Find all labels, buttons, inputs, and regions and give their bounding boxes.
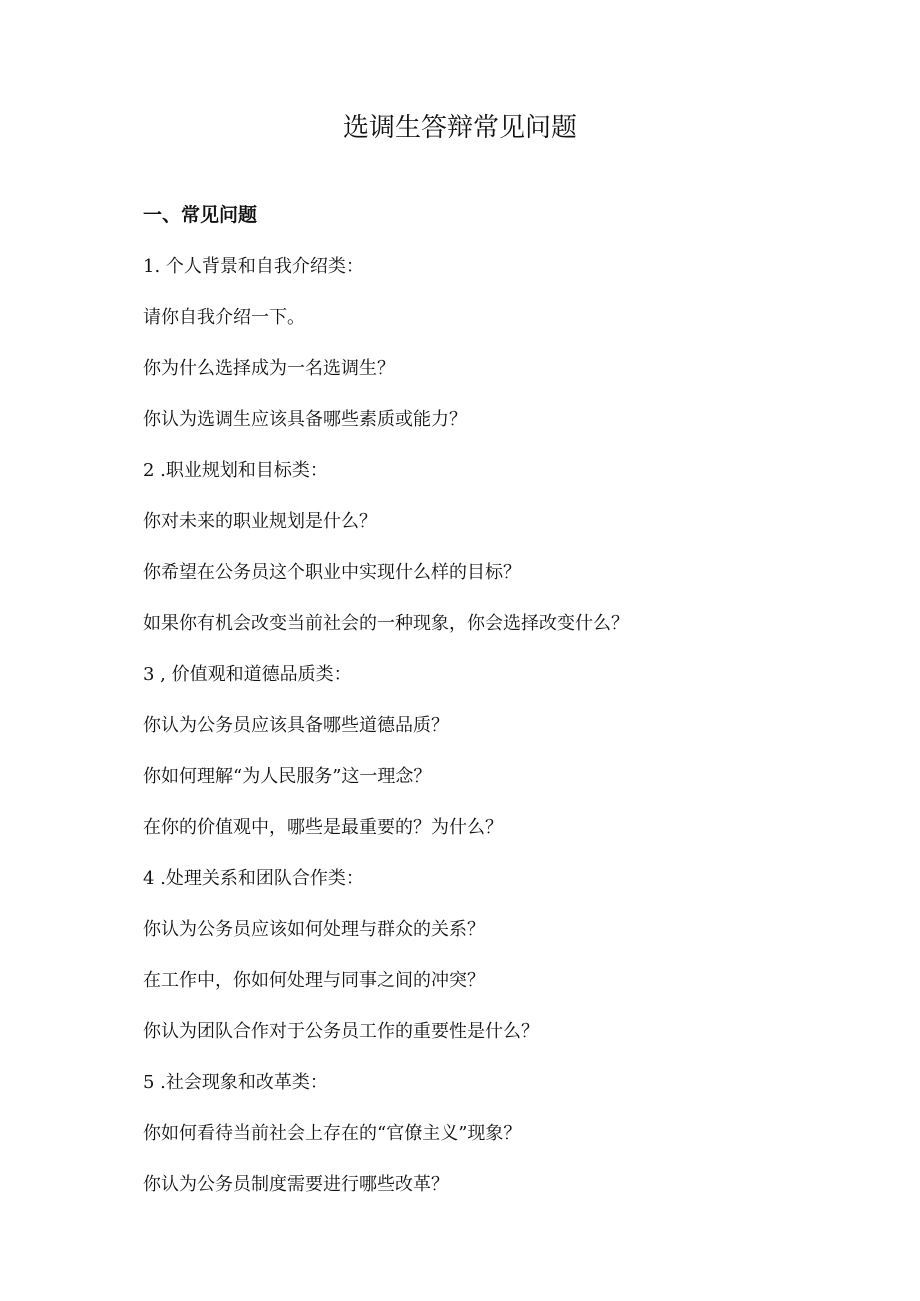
category-heading-values: 3 , 价值观和道德品质类：	[143, 664, 352, 685]
question-line: 请你自我介绍一下。	[143, 307, 305, 328]
category-heading-background: 1. 个人背景和自我介绍类：	[143, 256, 364, 277]
question-line: 你对未来的职业规划是什么？	[143, 511, 377, 532]
question-line: 你为什么选择成为一名选调生？	[143, 358, 395, 379]
question-list	[143, 253, 903, 1222]
question-line: 你希望在公务员这个职业中实现什么样的目标？	[143, 562, 521, 583]
question-line: 你认为团队合作对于公务员工作的重要性是什么？	[143, 1021, 539, 1042]
question-line: 你认为公务员制度需要进行哪些改革？	[143, 1174, 449, 1195]
category-heading-social-reform: 5 .社会现象和改革类：	[143, 1072, 328, 1093]
question-line: 在你的价值观中，哪些是最重要的？为什么？	[143, 817, 503, 838]
question-line: 你认为公务员应该如何处理与群众的关系？	[143, 919, 485, 940]
category-heading-relationships: 4 .处理关系和团队合作类：	[143, 868, 364, 889]
section-heading: 一、常见问题	[143, 204, 258, 226]
question-line: 你如何理解“为人民服务”这一理念？	[143, 766, 432, 787]
question-line: 你认为选调生应该具备哪些素质或能力？	[143, 409, 467, 430]
document-title: 选调生答辩常见问题	[342, 113, 577, 143]
category-heading-career: 2 .职业规划和目标类：	[143, 460, 328, 481]
question-line: 你认为公务员应该具备哪些道德品质？	[143, 715, 449, 736]
question-line: 如果你有机会改变当前社会的一种现象，你会选择改变什么？	[143, 613, 629, 634]
question-line: 在工作中，你如何处理与同事之间的冲突？	[143, 970, 485, 991]
question-line: 你如何看待当前社会上存在的“官僚主义”现象？	[143, 1123, 522, 1144]
